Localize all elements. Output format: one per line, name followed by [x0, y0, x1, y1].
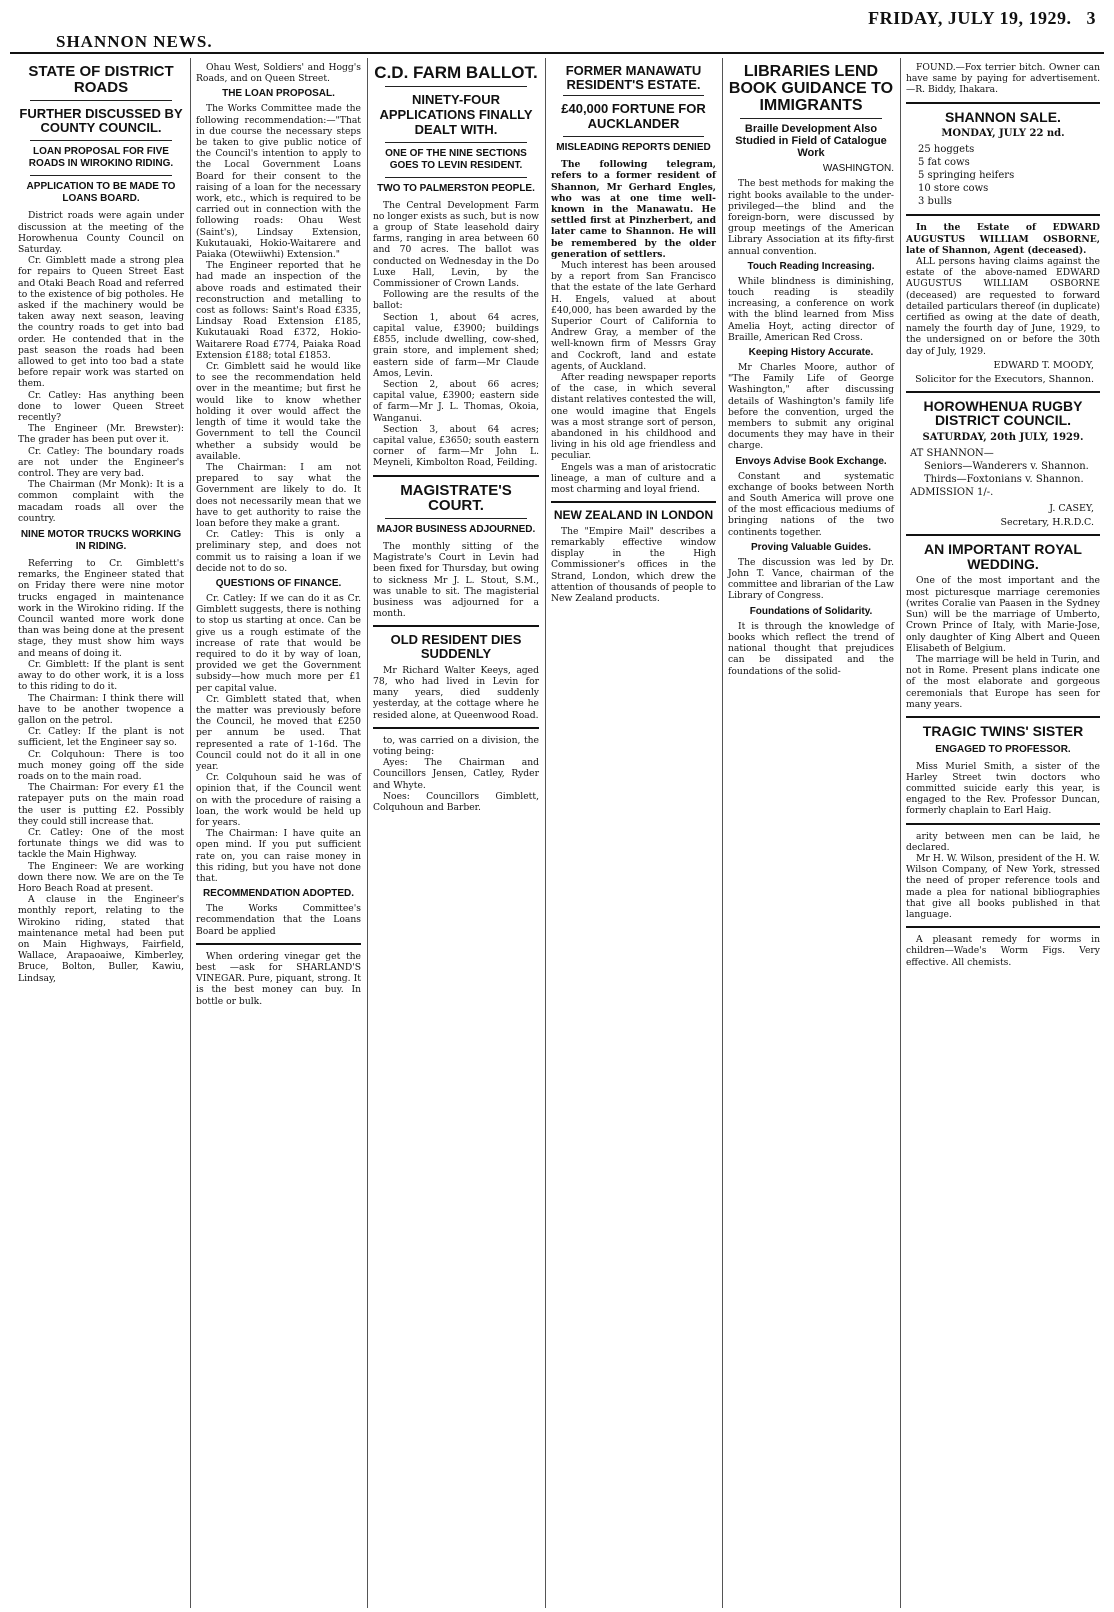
paragraph: The Engineer: We are working down there now. We are on the Te Horo Beach Road at present.: [18, 860, 184, 894]
divider: [740, 118, 882, 119]
column-loan-proposal: [190, 58, 367, 1608]
paragraph: Section 2, about 66 acres; capital value, £3900; eastern side of farm—Mr J. L. Thomas, Okoia, Wanganui.: [373, 378, 539, 424]
divider: [906, 214, 1100, 216]
section-subhead: Touch Reading Increasing.: [747, 260, 875, 272]
paragraph: Cr. Catley: Has anything been done to lower Queen Street recently?: [18, 389, 184, 424]
paragraph: The Chairman: For every £1 the ratepayer puts on the main road the user is putting £2. Possibly they could still increase that.: [18, 782, 184, 827]
paragraph: Section 1, about 64 acres, capital value, £3900; buildings £855, include dwelling, cow-shed, grain store, and implement shed; eastern side of farm—Mr Claude Amos, Levin.: [373, 311, 539, 379]
divider: [906, 716, 1100, 718]
paragraph: The Chairman: I am not prepared to say what the Government are likely to do. It does not necessarily mean that we have to get authority to raise the loan before they make a grant.: [196, 461, 361, 529]
article-deck: MISLEADING REPORTS DENIED: [556, 142, 711, 154]
column-farm-ballot: [367, 58, 545, 1608]
paragraph: arity between men can be laid, he declared.: [906, 830, 1100, 853]
rugby-headline: HOROWHENUA RUGBY DISTRICT COUNCIL.: [923, 397, 1083, 429]
estate-signature: EDWARD T. MOODY,: [993, 359, 1094, 371]
divider: [30, 140, 172, 141]
paragraph: Cr. Catley: One of the most fortunate things we did was to tackle the Main Highway.: [18, 826, 184, 861]
divider: [385, 86, 527, 87]
column-district-roads: [12, 58, 190, 1608]
sale-item: 5 springing heifers: [918, 170, 1015, 182]
paragraph: The "Empire Mail" describes a remarkably effective window display in the High Commissioner's offices in the Strand, London, which drew the attention of thousands of people to New Zealand products.: [551, 525, 716, 605]
divider: [906, 102, 1100, 104]
paragraph: The Chairman: I think there will have to be another twopence a gallon on the petrol.: [18, 692, 184, 726]
paragraph: While blindness is diminishing, touch reading is steadily increasing, a conference on work with the blind learned from Miss Amelia Hoyt, acting director of Braille, American Red Cross.: [728, 275, 894, 343]
article-deck: APPLICATION TO BE MADE TO LOANS BOARD.: [26, 181, 176, 205]
sale-headline: SHANNON SALE.: [945, 108, 1061, 125]
divider: [373, 727, 539, 729]
rugby-fixtures: [910, 447, 1100, 499]
paragraph: The discussion was led by Dr. John T. Vance, chairman of the committee and librarian of the Law Library of Congress.: [728, 556, 894, 602]
rugby-match: Seniors—Wanderers v. Shannon.: [924, 461, 1089, 473]
article-deck: TWO TO PALMERSTON PEOPLE.: [377, 182, 535, 194]
section-subhead: NINE MOTOR TRUCKS WORKING IN RIDING.: [20, 529, 182, 553]
divider: [563, 95, 704, 96]
paragraph: Cr. Gimblett made a strong plea for repairs to Queen Street East and Otaki Beach Road and referred to the existence of big potholes. He asked if the machinery would be taken away next season, leaving the country roads to get into bad order. He contended that in the past season the roads had been allowed to get into too bad a state before repair work was started on them.: [18, 255, 184, 390]
article-deck: MAJOR BUSINESS ADJOURNED.: [376, 524, 536, 536]
paragraph: Mr Charles Moore, author of "The Family Life of George Washington," after discussing details of Washington's family life before the convention, urged the members to submit any original documents they may have in their charge.: [728, 362, 894, 452]
paragraph: Cr. Gimblett: If the plant is sent away to do other work, it is a loss to this riding to do it.: [18, 658, 184, 693]
paragraph: Cr. Colquhoun: There is too much money going off the side roads on to the main road.: [18, 748, 184, 782]
paragraph: Constant and systematic exchange of books between North and South America will prove one of the most efficacious mediums of bringing nations of the two continents together.: [728, 470, 894, 538]
estate-signature-title: Solicitor for the Executors, Shannon.: [915, 373, 1094, 385]
paragraph: Cr. Catley: If the plant is not sufficient, let the Engineer say so.: [18, 726, 184, 749]
dateline: WASHINGTON.: [822, 163, 894, 175]
article-headline: FORMER MANAWATU RESIDENT'S ESTATE.: [565, 63, 702, 92]
paragraph: Cr. Catley: This is only a preliminary step, and does not commit us to raising a loan if we decide not to do so.: [196, 529, 361, 574]
paragraph: After reading newspaper reports of the case, in which several distant relatives contested the will, one would imagine that Engels was a most strange sort of person, abandoned in his childhood and living in his old age friendless and peculiar.: [551, 372, 716, 462]
divider: [30, 175, 172, 176]
divider: [906, 391, 1100, 393]
rugby-admission: ADMISSION 1/-.: [910, 487, 994, 499]
divider: [563, 136, 704, 137]
sale-list: [918, 143, 1100, 208]
paragraph: The following telegram, refers to a former resident of Shannon, Mr Gerhard Engles, who was at one time well-known in the Manawatu. He settled first at Pinzherbert, and later came to Shannon. He will be remembered by the older generation of settlers.: [551, 159, 716, 260]
paragraph: to, was carried on a division, the voting being:: [373, 734, 539, 757]
paragraph: Mr Richard Walter Keeys, aged 78, who had lived in Levin for many years, died suddenly yesterday, at the cottage where he resided alone, at Queenwood Road.: [373, 664, 539, 721]
article-headline: NEW ZEALAND IN LONDON: [553, 508, 714, 523]
paragraph: Cr. Catley: If we can do it as Cr. Gimblett suggests, there is nothing to stop us starting at once. Can be give us a rough estimate of the increase of rate that would be required to do it by way of loan, provided we get the Government subsidy—how much more per £1 per capital value.: [196, 592, 361, 694]
paragraph: Cr. Gimblett stated that, when the matter was previously before the Council, he moved that £250 per annum be used. That represented a rate of 1-16d. The Council could not do it all in one year.: [196, 693, 361, 772]
divider: [906, 534, 1100, 536]
paragraph: It is through the knowledge of books which reflect the trend of national thought that prejudices can be dissipated and the foundations of the solid-: [728, 620, 894, 677]
paragraph: Cr. Colquhoun said he was of opinion that, if the Council went on with the procedure of raising a loan, the work would be held up for years.: [196, 772, 361, 828]
masthead-rule: [10, 52, 1104, 54]
sale-item: 5 fat cows: [918, 157, 970, 169]
section-subhead: THE LOAN PROPOSAL.: [222, 88, 335, 100]
paragraph: The Engineer reported that he had made an inspection of the above roads and estimated their reconstruction and metalling to cost as follows: Saint's Road £335, Lindsay Road Extension £185, Kukutauaki Road £372, Hokio-Waitarere Road £774, Paiaka Road Extension £188; total £1853.: [196, 260, 361, 361]
section-subhead: Envoys Advise Book Exchange.: [735, 455, 887, 467]
article-headline: OLD RESIDENT DIES SUDDENLY: [390, 632, 522, 662]
paragraph: The Chairman (Mr Monk): It is a common complaint with the macadam roads all over the country.: [18, 479, 184, 524]
section-subhead: QUESTIONS OF FINANCE.: [215, 577, 342, 589]
paragraph: The Chairman: I have quite an open mind. If you put sufficient rate on, you can raise money in this riding, but you have not done that.: [196, 828, 361, 885]
paragraph: Cr. Gimblett said he would like to see the recommendation held over in the meantime; but first he would like to know whether holding it over would affect the length of time it would take the Government to tell the Council whether a subsidy would be available.: [196, 361, 361, 462]
article-headline: LIBRARIES LEND BOOK GUIDANCE TO IMMIGRANTS: [728, 63, 894, 114]
estate-heading: In the Estate of EDWARD AUGUSTUS WILLIAM OSBORNE, late of Shannon, Agent (deceased).: [906, 222, 1100, 256]
rugby-date: SATURDAY, 20th JULY, 1929.: [922, 432, 1084, 444]
sale-date: MONDAY, JULY 22 nd.: [941, 128, 1065, 140]
divider: [196, 943, 361, 945]
estate-notice: ALL persons having claims against the estate of the above-named EDWARD AUGUSTUS WILLIAM OSBORNE (deceased) are requested to forward detailed particulars thereof (in duplicate) certified as owing at the date of death, namely the fourth day of June, 1929, to the undersigned on or before the 30th day of July, 1929.: [906, 255, 1100, 357]
article-subhead: FURTHER DISCUSSED BY COUNTY COUNCIL.: [19, 105, 183, 136]
sale-item: 3 bulls: [918, 196, 952, 208]
paragraph: Engels was a man of aristocratic lineage, a man of culture and a most charming and loyal friend.: [551, 461, 716, 496]
article-deck: ENGAGED TO PROFESSOR.: [935, 743, 1071, 755]
column-notices: [900, 58, 1106, 1608]
article-headline: C.D. FARM BALLOT.: [374, 63, 538, 82]
article-deck: LOAN PROPOSAL FOR FIVE ROADS IN WIROKINO RIDING.: [28, 146, 174, 170]
masthead: [0, 0, 1114, 58]
rugby-venue: AT SHANNON—: [910, 448, 994, 460]
paragraph: District roads were again under discussion at the meeting of the Horowhenua County Council on Saturday.: [18, 210, 184, 255]
section-subhead: RECOMMENDATION ADOPTED.: [202, 888, 355, 900]
paragraph: One of the most important and the most picturesque marriage ceremonies (writes Coralie van Paasen in the Sydney Sun) will be the marriage of Umberto, Crown Prince of Italy, with Marie-Jose, only daughter of King Albert and Queen Elisabeth of Belgium.: [906, 575, 1100, 654]
article-subhead: £40,000 FORTUNE FOR AUCKLANDER: [561, 101, 706, 132]
paragraph: The marriage will be held in Turin, and not in Rome. Present plans indicate one of the most elaborate and gorgeous ceremonials that Europe has seen for many years.: [906, 653, 1100, 710]
divider: [906, 926, 1100, 928]
paragraph: Much interest has been aroused by a report from San Francisco that the estate of the late Gerhard H. Engels, valued at about £40,000, has been awarded by the Superior Court of California to Andrew Gray, a member of the well-known firm of Messrs Gray and Cockroft, land and estate agents, of Auckland.: [551, 259, 716, 372]
divider: [373, 625, 539, 627]
rugby-match: Thirds—Foxtonians v. Shannon.: [924, 474, 1084, 486]
paragraph: Mr H. W. Wilson, president of the H. W. Wilson Company, of New York, stressed the need of proper reference tools and made a plea for national bibliographies that give all books published in that language.: [906, 853, 1100, 921]
article-headline: STATE OF DISTRICT ROADS: [28, 63, 174, 96]
paragraph: The monthly sitting of the Magistrate's Court in Levin had been fixed for Thursday, but owing to sickness Mr J. L. Stout, S.M., was unable to sit. The magisterial business was adjourned for a month.: [373, 541, 539, 620]
article-deck: ONE OF THE NINE SECTIONS GOES TO LEVIN RESIDENT.: [385, 147, 527, 171]
divider: [30, 100, 172, 101]
sale-item: 10 store cows: [918, 183, 989, 195]
divider: [385, 518, 527, 519]
paragraph: Noes: Councillors Gimblett, Colquhoun and Barber.: [373, 790, 539, 813]
paragraph: The Works Committee made the following recommendation:—"That in due course the necessary steps be taken to give public notice of the Council's intention to apply to the Local Government Loans Board for their consent to the raising of a loan for the necessary work, etc., which is required to be carried out in connection with the following roads: Ohau West (Saint's), Lindsay Extension, Kukutauaki, Hokio-Waitarere and Paiaka (Otewiiwhi) Extension.": [196, 103, 361, 261]
article-headline: MAGISTRATE'S COURT.: [400, 481, 512, 515]
divider: [906, 823, 1100, 825]
section-subhead: Proving Valuable Guides.: [750, 541, 872, 553]
divider: [373, 475, 539, 477]
paragraph: Miss Muriel Smith, a sister of the Harley Street twin doctors who committed suicide early this year, is engaged to the Rev. Professor Duncan, formerly chaplain to Earl Haig.: [906, 760, 1100, 817]
article-subhead: NINETY-FOUR APPLICATIONS FINALLY DEALT WITH.: [379, 91, 533, 137]
paragraph: Following are the results of the ballot:: [373, 289, 539, 312]
rugby-signature-title: Secretary, H.R.D.C.: [1000, 517, 1094, 529]
paragraph: A clause in the Engineer's monthly report, relating to the Wirokino riding, stated that maintenance metal had been put on Main Highways, Fairfield, Wallace, Arapaoaiwe, Kimberley, Bruce, Bolton, Buller, Kawiu, Lindsay,: [18, 894, 184, 984]
article-subhead: Braille Development Also Studied in Field of Catalogue Work: [735, 123, 887, 160]
paragraph: Ayes: The Chairman and Councillors Jensen, Catley, Ryder and Whyte.: [373, 757, 539, 791]
page-number: 3: [1086, 8, 1096, 28]
divider: [385, 142, 527, 143]
paragraph: Ohau West, Soldiers' and Hogg's Roads, and on Queen Street.: [196, 62, 361, 85]
paragraph: The best methods for making the right books available to the under-privileged—the blind and the foreign-born, were discussed by group meetings of the American Library Association at its fifty-first annual convention.: [728, 178, 894, 257]
paper-name: SHANNON NEWS.: [56, 32, 213, 51]
divider: [385, 177, 527, 178]
paragraph: Referring to Cr. Gimblett's remarks, the Engineer stated that on Friday there were nine motor trucks engaged in maintenance work in the Wirokino riding. If the Council wanted more work done than was being done at the present stage, they must show him ways and means of doing it.: [18, 558, 184, 659]
column-libraries: [722, 58, 900, 1608]
paragraph: The Engineer (Mr. Brewster): The grader has been put over it.: [18, 423, 184, 446]
divider: [551, 501, 716, 503]
paragraph: The Central Development Farm no longer exists as such, but is now a group of State leasehold dairy farms, ranging in area between 60 and 70 acres. The ballot was conducted on Wednesday in the Do Luxe Hall, Levin, by the Commissioner of Crown Lands.: [373, 199, 539, 290]
found-notice: FOUND.—Fox terrier bitch. Owner can have same by paying for advertisement.—R. Biddy, Ihakara.: [906, 62, 1100, 96]
vinegar-ad: When ordering vinegar get the best —ask for SHARLAND'S VINEGAR. Pure, piquant, strong. It is the best money can buy. In bottle or bulk.: [196, 950, 361, 1007]
article-headline: AN IMPORTANT ROYAL WEDDING.: [924, 541, 1082, 572]
worm-figs-ad: A pleasant remedy for worms in children—Wade's Worm Figs. Very effective. All chemists.: [906, 934, 1100, 968]
paragraph: The Works Committee's recommendation that the Loans Board be applied: [196, 903, 361, 937]
column-manawatu-estate: [545, 58, 722, 1608]
paragraph: Section 3, about 64 acres; capital value, £3650; south eastern corner of farm—Mr John L. Meyneli, Kimbolton Road, Feilding.: [373, 423, 539, 469]
article-headline: TRAGIC TWINS' SISTER: [922, 722, 1084, 739]
paragraph: Cr. Catley: The boundary roads are not under the Engineer's control. They are very bad.: [18, 445, 184, 480]
section-subhead: Foundations of Solidarity.: [749, 605, 873, 617]
section-subhead: Keeping History Accurate.: [748, 347, 874, 359]
rugby-signature: J. CASEY,: [1049, 503, 1094, 515]
sale-item: 25 hoggets: [918, 144, 975, 156]
issue-date: FRIDAY, JULY 19, 1929. 3: [868, 8, 1096, 28]
